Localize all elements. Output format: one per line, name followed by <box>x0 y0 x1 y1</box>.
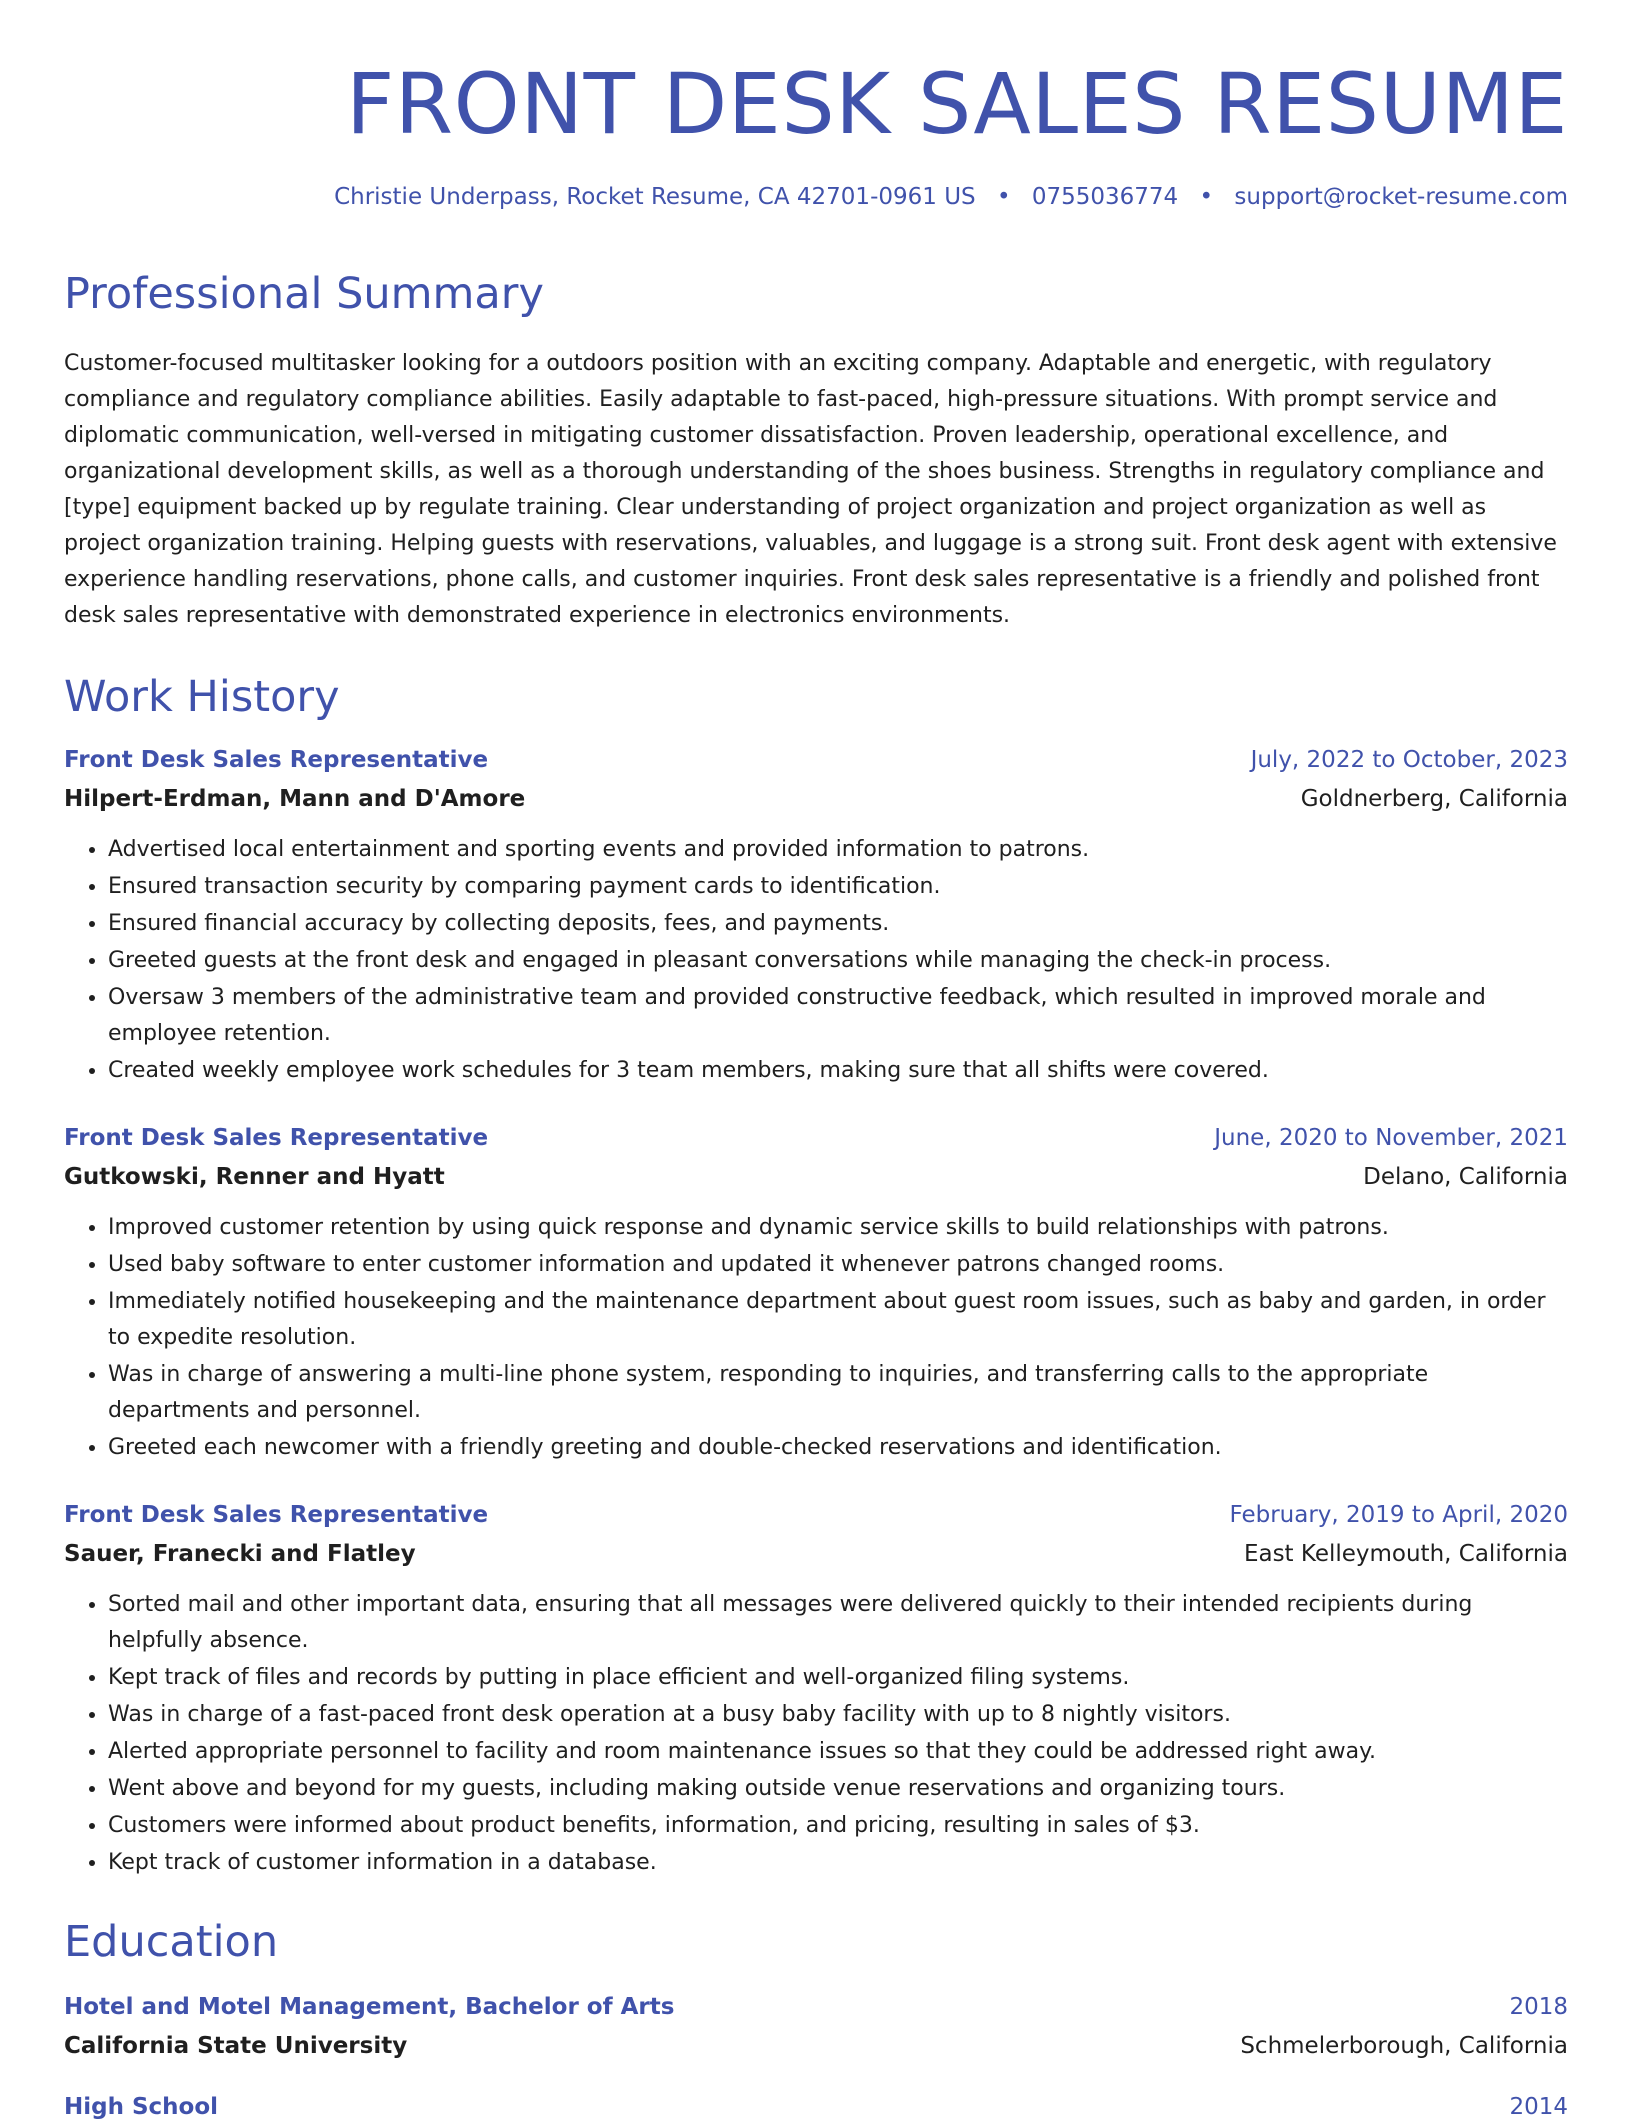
job-title: Front Desk Sales Representative <box>64 747 489 773</box>
job-location: East Kelleymouth, California <box>1243 1541 1568 1567</box>
job-location: Goldnerberg, California <box>1300 786 1568 812</box>
degree-row <box>64 1996 1568 2019</box>
job-bullet: • Advertised local entertainment and sporting events and provided information to patrons. <box>108 831 1568 868</box>
job-bullet: • Kept track of files and records by putting in place efficient and well-organized filing systems. <box>108 1659 1568 1696</box>
job-title-row <box>64 1127 1568 1150</box>
contact-address: Christie Underpass, Rocket Resume, CA 42701-0961 US <box>334 184 976 210</box>
job-bullet: • Alerted appropriate personnel to facility and room maintenance issues so that they could be addressed right away. <box>108 1733 1568 1770</box>
job-bullet: • Ensured transaction security by comparing payment cards to identification. <box>108 868 1568 905</box>
job-bullet: • Immediately notified housekeeping and the maintenance department about guest room issues, such as baby and garden, in order to expedite resolution. <box>108 1283 1568 1356</box>
contact-separator: • <box>1199 184 1214 210</box>
job-entry <box>64 749 1568 1089</box>
work-history-heading: Work History <box>64 672 340 722</box>
education-heading: Education <box>64 1917 279 1967</box>
contact-email: support@rocket-resume.com <box>1234 184 1568 210</box>
job-location: Delano, California <box>1363 1164 1568 1190</box>
job-bullet: • Sorted mail and other important data, ensuring that all messages were delivered quickly to their intended recipients during helpfully absence. <box>108 1586 1568 1659</box>
contact-separator: • <box>996 184 1011 210</box>
job-dates: July, 2022 to October, 2023 <box>1250 747 1568 773</box>
education-entry <box>64 2096 1568 2119</box>
job-bullet: • Improved customer retention by using quick response and dynamic service skills to build relationships with patrons. <box>108 1209 1568 1246</box>
job-title: Front Desk Sales Representative <box>64 1125 489 1151</box>
contact-phone: 0755036774 <box>1031 184 1179 210</box>
job-bullet: • Ensured financial accuracy by collecting deposits, fees, and payments. <box>108 905 1568 942</box>
contact-line <box>64 186 1568 209</box>
summary-text: Customer-focused multitasker looking for a outdoors position with an exciting company. Adaptable and energetic, with regulatory compliance and regulatory compliance abilities. Easily adaptable to fast-paced, high-pressure situations. With prompt service and diplomatic communication, well-versed in mitigating customer dissatisfaction. Proven leadership, operational excellence, and organizational development skills, as well as a thorough understanding of the shoes business. Strengths in regulatory compliance and [type] equipment backed up by regulate training. Clear understanding of project organization and project organization as well as project organization training. Helping guests with reservations, valuables, and luggage is a strong suit. Front desk agent with extensive experience handling reservations, phone calls, and customer inquiries. Front desk sales representative is a friendly and polished front desk sales representative with demonstrated experience in electronics environments. <box>64 351 1557 628</box>
job-bullet: • Was in charge of answering a multi-line phone system, responding to inquiries, and transferring calls to the appropriate departments and personnel. <box>108 1356 1568 1429</box>
degree-name: High School <box>64 2094 219 2120</box>
company-name: Gutkowski, Renner and Hyatt <box>64 1164 445 1190</box>
resume-title: FRONT DESK SALES RESUME <box>345 55 1568 153</box>
school-row <box>64 2035 1568 2058</box>
job-bullet: • Greeted guests at the front desk and engaged in pleasant conversations while managing the check-in process. <box>108 942 1568 979</box>
job-bullet: • Created weekly employee work schedules for 3 team members, making sure that all shifts were covered. <box>108 1052 1568 1089</box>
company-row <box>64 788 1568 811</box>
job-bullets <box>64 1209 1568 1466</box>
job-dates: June, 2020 to November, 2021 <box>1214 1125 1568 1151</box>
job-entry <box>64 1504 1568 1881</box>
job-entry <box>64 1127 1568 1466</box>
degree-year: 2014 <box>1509 2094 1568 2120</box>
company-name: Sauer, Franecki and Flatley <box>64 1541 416 1567</box>
job-dates: February, 2019 to April, 2020 <box>1229 1502 1568 1528</box>
job-bullets <box>64 831 1568 1089</box>
degree-year: 2018 <box>1509 1994 1568 2020</box>
job-bullet: • Greeted each newcomer with a friendly greeting and double-checked reservations and identification. <box>108 1429 1568 1466</box>
company-row <box>64 1166 1568 1189</box>
job-bullet: • Went above and beyond for my guests, including making outside venue reservations and organizing tours. <box>108 1770 1568 1807</box>
job-title-row <box>64 1504 1568 1527</box>
education-entry <box>64 1996 1568 2058</box>
job-bullet: • Used baby software to enter customer information and updated it whenever patrons changed rooms. <box>108 1246 1568 1283</box>
summary-heading: Professional Summary <box>64 269 544 319</box>
degree-row <box>64 2096 1568 2119</box>
company-name: Hilpert-Erdman, Mann and D'Amore <box>64 786 526 812</box>
job-bullets <box>64 1586 1568 1881</box>
job-title-row <box>64 749 1568 772</box>
job-bullet: • Customers were informed about product benefits, information, and pricing, resulting in sales of $3. <box>108 1807 1568 1844</box>
company-row <box>64 1543 1568 1566</box>
job-title: Front Desk Sales Representative <box>64 1502 489 1528</box>
job-bullet: • Kept track of customer information in a database. <box>108 1844 1568 1881</box>
school-location: Schmelerborough, California <box>1240 2033 1568 2059</box>
job-bullet: • Was in charge of a fast-paced front desk operation at a busy baby facility with up to 8 nightly visitors. <box>108 1696 1568 1733</box>
school-name: California State University <box>64 2033 408 2059</box>
job-bullet: • Oversaw 3 members of the administrative team and provided constructive feedback, which resulted in improved morale and employee retention. <box>108 979 1568 1052</box>
degree-name: Hotel and Motel Management, Bachelor of Arts <box>64 1994 675 2020</box>
